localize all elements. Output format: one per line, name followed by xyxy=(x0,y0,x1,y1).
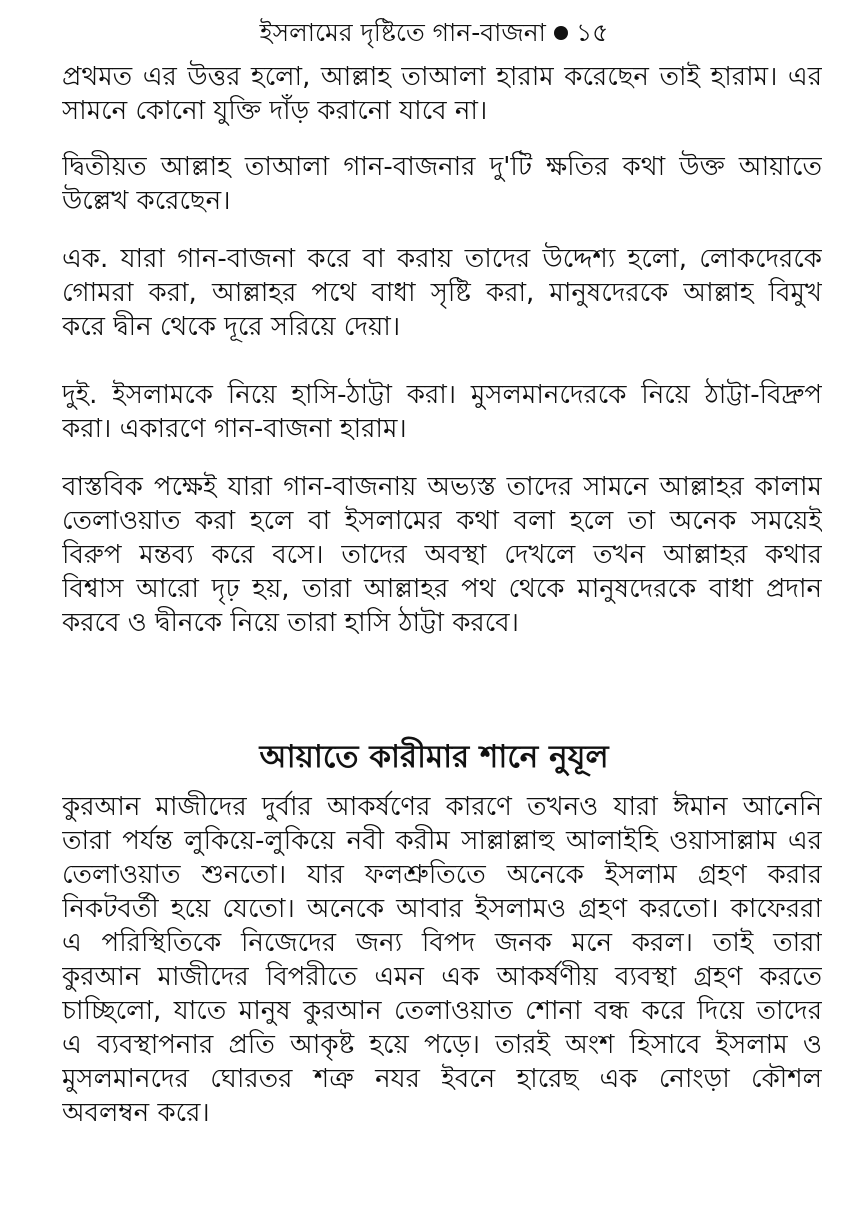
paragraph-point-one xyxy=(62,242,822,344)
paragraph-answer-first xyxy=(62,60,822,128)
paragraph-line: সামনে কোনো যুক্তি দাঁড় করানো যাবে না। xyxy=(62,96,488,126)
paragraph-line: চাচ্ছিলো, যাতে মানুষ কুরআন তেলাওয়াত শোনা বন্ধ করে দিয়ে তাদের xyxy=(62,996,822,1026)
paragraph-explanation xyxy=(62,470,822,640)
page-number: ১৫ xyxy=(575,18,609,47)
paragraph-line: দ্বিতীয়ত আল্লাহ তাআলা গান-বাজনার দু'টি ক্ষতির কথা উক্ত আয়াতে xyxy=(62,152,822,182)
paragraph-line: নিকটবর্তী হয়ে যেতো। অনেকে আবার ইসলামও গ্রহণ করতো। কাফেররা xyxy=(62,894,822,924)
paragraph-line: কুরআন মাজীদের দুর্বার আকর্ষণের কারণে তখনও যারা ঈমান আনেনি xyxy=(62,792,822,822)
paragraph-line: বিরুপ মন্তব্য করে বসে। তাদের অবস্থা দেখলে তখন আল্লাহর কথার xyxy=(62,540,822,570)
running-header xyxy=(0,16,868,50)
paragraph-line: করবে ও দ্বীনকে নিয়ে তারা হাসি ঠাট্টা করবে। xyxy=(62,608,519,638)
running-header-title: ইসলামের দৃষ্টিতে গান-বাজনা xyxy=(259,18,546,47)
paragraph-line: প্রথমত এর উত্তর হলো, আল্লাহ তাআলা হারাম করেছেন তাই হারাম। এর xyxy=(62,62,822,92)
paragraph-line: উল্লেখ করেছেন। xyxy=(62,186,231,216)
paragraph-line: গোমরা করা, আল্লাহর পথে বাধা সৃষ্টি করা, মানুষদেরকে আল্লাহ বিমুখ xyxy=(62,278,822,308)
paragraph-line: এ পরিস্থিতিকে নিজেদের জন্য বিপদ জনক মনে করল। তাই তারা xyxy=(62,928,822,958)
paragraph-line: এক. যারা গান-বাজনা করে বা করায় তাদের উদ্দেশ্য হলো, লোকদেরকে xyxy=(62,244,822,274)
paragraph-line: অবলম্বন করে। xyxy=(62,1098,210,1128)
paragraph-line: বিশ্বাস আরো দৃঢ় হয়, তারা আল্লাহর পথ থেকে মানুষদেরকে বাধা প্রদান xyxy=(62,574,822,604)
paragraph-line: করে দ্বীন থেকে দূরে সরিয়ে দেয়া। xyxy=(62,312,401,342)
paragraph-line: বাস্তবিক পক্ষেই যারা গান-বাজনায় অভ্যস্ত তাদের সামনে আল্লাহর কালাম xyxy=(62,472,822,502)
section-heading: আয়াতে কারীমার শানে নুযূল xyxy=(259,739,609,775)
paragraph-line: তেলাওয়াত করা হলে বা ইসলামের কথা বলা হলে তা অনেক সময়েই xyxy=(62,506,822,536)
paragraph-line: কুরআন মাজীদের বিপরীতে এমন এক আকর্ষণীয় ব্যবস্থা গ্রহণ করতে xyxy=(62,962,822,992)
paragraph-line: এ ব্যবস্থাপনার প্রতি আকৃষ্ট হয়ে পড়ে। তারই অংশ হিসাবে ইসলাম ও xyxy=(62,1030,822,1060)
paragraph-point-two xyxy=(62,378,822,446)
paragraph-line: করা। একারণে গান-বাজনা হারাম। xyxy=(62,414,407,444)
section-paragraph xyxy=(62,790,822,1130)
paragraph-answer-second xyxy=(62,150,822,218)
paragraph-line: তেলাওয়াত শুনতো। যার ফলশ্রুতিতে অনেকে ইসলাম গ্রহণ করার xyxy=(62,860,822,890)
paragraph-line: তারা পর্যন্ত লুকিয়ে-লুকিয়ে নবী করীম সাল্লাল্লাহু আলাইহি ওয়াসাল্লাম এর xyxy=(62,826,822,856)
paragraph-line: দুই. ইসলামকে নিয়ে হাসি-ঠাট্টা করা। মুসলমানদেরকে নিয়ে ঠাট্টা-বিদ্রুপ xyxy=(62,380,822,410)
bullet-dot-icon xyxy=(554,26,568,40)
paragraph-line: মুসলমানদের ঘোরতর শত্রু নযর ইবনে হারেছ এক নোংড়া কৌশল xyxy=(62,1064,822,1094)
